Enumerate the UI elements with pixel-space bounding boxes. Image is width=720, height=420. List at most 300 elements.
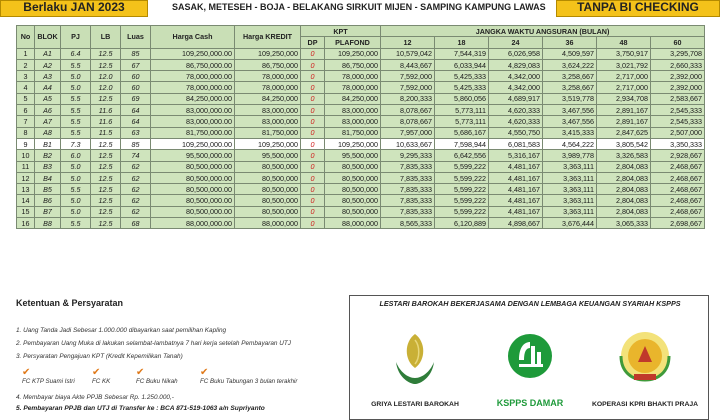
cell-harga-kredit: 78,000,000 — [235, 82, 301, 93]
cell-luas: 63 — [121, 127, 151, 138]
leaf-crescent-icon — [360, 316, 470, 394]
cell-no: 2 — [17, 59, 35, 70]
cell-harga-cash: 88,000,000.00 — [151, 218, 235, 229]
cell-installment: 2,804,083 — [597, 195, 651, 206]
cell-no: 9 — [17, 138, 35, 149]
cell-pj: 6.4 — [61, 48, 91, 59]
cell-no: 3 — [17, 71, 35, 82]
cell-plafond: 80,500,000 — [325, 161, 381, 172]
cell-lb: 12.0 — [91, 71, 121, 82]
cell-harga-cash: 80,500,000.00 — [151, 184, 235, 195]
cell-installment: 2,891,167 — [597, 116, 651, 127]
cell-installment: 5,599,222 — [435, 172, 489, 183]
cell-dp: 0 — [301, 71, 325, 82]
cell-pj: 5.5 — [61, 105, 91, 116]
cell-luas: 67 — [121, 59, 151, 70]
checkmark-icon: ✔ — [22, 367, 31, 378]
cell-installment: 4,481,167 — [489, 206, 543, 217]
cell-plafond: 88,000,000 — [325, 218, 381, 229]
terms-title: Ketentuan & Persyaratan — [16, 298, 124, 308]
top-banner — [0, 0, 720, 22]
cell-plafond: 80,500,000 — [325, 195, 381, 206]
cell-installment: 7,544,319 — [435, 48, 489, 59]
cell-installment: 2,583,667 — [651, 93, 705, 104]
cell-plafond: 80,500,000 — [325, 184, 381, 195]
price-table — [16, 25, 705, 229]
table-row — [17, 59, 705, 70]
cell-pj: 5.0 — [61, 172, 91, 183]
validity-tag: Berlaku JAN 2023 — [0, 0, 148, 17]
cell-installment: 2,698,667 — [651, 218, 705, 229]
cell-pj: 5.5 — [61, 127, 91, 138]
cell-installment: 3,363,111 — [543, 184, 597, 195]
cell-installment: 2,545,333 — [651, 116, 705, 127]
cell-installment: 3,065,333 — [597, 218, 651, 229]
cell-pj: 5.5 — [61, 184, 91, 195]
cell-installment: 7,835,333 — [381, 195, 435, 206]
partner-box — [349, 295, 709, 420]
cell-installment: 2,804,083 — [597, 172, 651, 183]
header-lb: LB — [91, 26, 121, 49]
check-item-ktp: ✔ FC KTP Suami Istri — [22, 367, 75, 385]
cell-harga-kredit: 86,750,000 — [235, 59, 301, 70]
cell-harga-cash: 84,250,000.00 — [151, 93, 235, 104]
no-bi-checking-tag: TANPA BI CHECKING — [556, 0, 720, 17]
table-row — [17, 71, 705, 82]
logo-name-griya: GRIYA LESTARI BAROKAH — [371, 401, 459, 408]
check-item-buku-tabungan: ✔ FC Buku Tabungan 3 bulan terakhir — [200, 367, 298, 385]
cell-installment: 7,598,944 — [435, 138, 489, 149]
cell-lb: 12.5 — [91, 172, 121, 183]
cell-no: 4 — [17, 82, 35, 93]
header-kpt: KPT — [301, 26, 381, 37]
cell-installment: 7,592,000 — [381, 82, 435, 93]
cell-lb: 11.5 — [91, 127, 121, 138]
cell-installment: 3,467,556 — [543, 105, 597, 116]
cell-plafond: 109,250,000 — [325, 48, 381, 59]
cell-blok: A4 — [35, 82, 61, 93]
cell-harga-kredit: 80,500,000 — [235, 206, 301, 217]
cell-installment: 3,363,111 — [543, 206, 597, 217]
cell-installment: 8,565,333 — [381, 218, 435, 229]
cell-installment: 3,363,111 — [543, 172, 597, 183]
cell-installment: 4,342,000 — [489, 82, 543, 93]
cell-installment: 10,633,667 — [381, 138, 435, 149]
table-header-row-1 — [17, 26, 705, 37]
cell-plafond: 80,500,000 — [325, 206, 381, 217]
partner-title: LESTARI BAROKAH BEKERJASAMA DENGAN LEMBAGA KEUANGAN SYARIAH KSPPS — [379, 299, 681, 308]
term-item-2: 2. Pembayaran Uang Muka di lakukan selambat-lambatnya 7 hari kerja setelah Pembayaran UTJ — [16, 340, 291, 347]
cell-installment: 6,642,556 — [435, 150, 489, 161]
cell-luas: 64 — [121, 105, 151, 116]
cell-harga-kredit: 84,250,000 — [235, 93, 301, 104]
cell-lb: 12.0 — [91, 82, 121, 93]
cell-plafond: 78,000,000 — [325, 82, 381, 93]
cell-dp: 0 — [301, 206, 325, 217]
cell-lb: 12.5 — [91, 93, 121, 104]
cell-dp: 0 — [301, 138, 325, 149]
cell-installment: 3,989,778 — [543, 150, 597, 161]
cell-plafond: 95,500,000 — [325, 150, 381, 161]
table-row — [17, 195, 705, 206]
cell-no: 5 — [17, 93, 35, 104]
cell-lb: 11.6 — [91, 116, 121, 127]
cell-installment: 10,579,042 — [381, 48, 435, 59]
cell-luas: 69 — [121, 93, 151, 104]
cell-installment: 5,425,333 — [435, 82, 489, 93]
cell-dp: 0 — [301, 93, 325, 104]
cell-installment: 3,415,333 — [543, 127, 597, 138]
cell-installment: 2,468,667 — [651, 206, 705, 217]
cell-installment: 3,519,778 — [543, 93, 597, 104]
cell-no: 8 — [17, 127, 35, 138]
cell-dp: 0 — [301, 127, 325, 138]
cell-harga-kredit: 95,500,000 — [235, 150, 301, 161]
cell-installment: 2,804,083 — [597, 184, 651, 195]
cell-blok: B2 — [35, 150, 61, 161]
cell-installment: 5,599,222 — [435, 195, 489, 206]
cell-installment: 3,295,708 — [651, 48, 705, 59]
cell-pj: 5.5 — [61, 218, 91, 229]
cell-lb: 12.5 — [91, 184, 121, 195]
table-row — [17, 184, 705, 195]
cell-installment: 6,120,889 — [435, 218, 489, 229]
cell-dp: 0 — [301, 218, 325, 229]
cell-installment: 8,078,667 — [381, 116, 435, 127]
cell-installment: 7,835,333 — [381, 161, 435, 172]
cell-installment: 2,804,083 — [597, 161, 651, 172]
kpri-emblem-icon — [590, 316, 700, 394]
cell-installment: 4,620,333 — [489, 105, 543, 116]
table-row — [17, 218, 705, 229]
cell-harga-cash: 109,250,000.00 — [151, 48, 235, 59]
cell-installment: 2,717,000 — [597, 71, 651, 82]
cell-luas: 62 — [121, 172, 151, 183]
cell-lb: 12.5 — [91, 218, 121, 229]
table-row — [17, 127, 705, 138]
cell-harga-kredit: 88,000,000 — [235, 218, 301, 229]
header-month-48: 48 — [597, 37, 651, 48]
header-harga-kredit: Harga KREDIT — [235, 26, 301, 49]
cell-installment: 3,750,917 — [597, 48, 651, 59]
cell-pj: 5.0 — [61, 71, 91, 82]
cell-installment: 3,363,111 — [543, 161, 597, 172]
cell-harga-cash: 80,500,000.00 — [151, 161, 235, 172]
cell-dp: 0 — [301, 184, 325, 195]
term-item-1: 1. Uang Tanda Jadi Sebesar 1.000.000 dibayarkan saat pemilihan Kapling — [16, 327, 227, 334]
cell-blok: B8 — [35, 218, 61, 229]
table-row — [17, 105, 705, 116]
cell-installment: 2,717,000 — [597, 82, 651, 93]
header-month-60: 60 — [651, 37, 705, 48]
cell-installment: 2,545,333 — [651, 105, 705, 116]
cell-installment: 5,425,333 — [435, 71, 489, 82]
cell-dp: 0 — [301, 116, 325, 127]
cell-dp: 0 — [301, 172, 325, 183]
header-dp: DP — [301, 37, 325, 48]
cell-pj: 5.0 — [61, 82, 91, 93]
cell-no: 14 — [17, 195, 35, 206]
cell-installment: 7,835,333 — [381, 184, 435, 195]
location-text: SASAK, METESEH - BOJA - BELAKANG SIRKUIT MIJEN - SAMPING KAMPUNG LAWAS — [172, 2, 546, 12]
logo-griya-lestari-barokah — [360, 316, 470, 416]
cell-installment: 8,200,333 — [381, 93, 435, 104]
cell-installment: 2,507,000 — [651, 127, 705, 138]
header-blok: BLOK — [35, 26, 61, 49]
check-item-kk: ✔ FC KK — [92, 367, 111, 385]
table-row — [17, 116, 705, 127]
cell-harga-kredit: 80,500,000 — [235, 184, 301, 195]
cell-pj: 5.5 — [61, 116, 91, 127]
cell-installment: 4,481,167 — [489, 195, 543, 206]
cell-harga-cash: 83,000,000.00 — [151, 116, 235, 127]
cell-lb: 12.5 — [91, 138, 121, 149]
cell-installment: 4,898,667 — [489, 218, 543, 229]
cell-pj: 5.5 — [61, 59, 91, 70]
table-row — [17, 48, 705, 59]
cell-luas: 60 — [121, 82, 151, 93]
cell-blok: B3 — [35, 161, 61, 172]
cell-installment: 3,467,556 — [543, 116, 597, 127]
cell-installment: 3,021,792 — [597, 59, 651, 70]
cell-harga-cash: 78,000,000.00 — [151, 71, 235, 82]
table-row — [17, 93, 705, 104]
cell-installment: 2,891,167 — [597, 105, 651, 116]
cell-plafond: 78,000,000 — [325, 71, 381, 82]
cell-pj: 7.3 — [61, 138, 91, 149]
cell-luas: 62 — [121, 184, 151, 195]
cell-pj: 5.0 — [61, 161, 91, 172]
cell-installment: 7,835,333 — [381, 172, 435, 183]
cell-installment: 4,481,167 — [489, 161, 543, 172]
cell-installment: 5,773,111 — [435, 105, 489, 116]
cell-luas: 85 — [121, 138, 151, 149]
logo-name-damar: KSPPS DAMAR — [496, 398, 564, 408]
cell-installment: 6,081,583 — [489, 138, 543, 149]
header-harga-cash: Harga Cash — [151, 26, 235, 49]
cell-plafond: 109,250,000 — [325, 138, 381, 149]
header-month-12: 12 — [381, 37, 435, 48]
cell-installment: 7,957,000 — [381, 127, 435, 138]
checkmark-icon: ✔ — [200, 367, 209, 378]
cell-no: 1 — [17, 48, 35, 59]
cell-blok: B1 — [35, 138, 61, 149]
cell-pj: 6.0 — [61, 150, 91, 161]
cell-blok: B5 — [35, 184, 61, 195]
cell-installment: 5,599,222 — [435, 206, 489, 217]
cell-plafond: 83,000,000 — [325, 105, 381, 116]
check-item-buku-nikah: ✔ FC Buku Nikah — [136, 367, 178, 385]
table-body — [17, 48, 705, 229]
logo-name-kpri: KOPERASI KPRI BHAKTI PRAJA — [591, 401, 699, 408]
cell-harga-cash: 81,750,000.00 — [151, 127, 235, 138]
cell-installment: 3,676,444 — [543, 218, 597, 229]
cell-lb: 12.5 — [91, 161, 121, 172]
cell-harga-kredit: 109,250,000 — [235, 138, 301, 149]
cell-harga-kredit: 80,500,000 — [235, 195, 301, 206]
cell-harga-cash: 78,000,000.00 — [151, 82, 235, 93]
cell-installment: 3,350,333 — [651, 138, 705, 149]
cell-no: 12 — [17, 172, 35, 183]
cell-no: 10 — [17, 150, 35, 161]
header-luas: Luas — [121, 26, 151, 49]
header-month-18: 18 — [435, 37, 489, 48]
cell-pj: 5.5 — [61, 93, 91, 104]
cell-installment: 5,773,111 — [435, 116, 489, 127]
cell-installment: 2,392,000 — [651, 82, 705, 93]
cell-lb: 12.5 — [91, 48, 121, 59]
cell-lb: 11.6 — [91, 105, 121, 116]
cell-blok: A3 — [35, 71, 61, 82]
cell-installment: 3,258,667 — [543, 82, 597, 93]
cell-no: 11 — [17, 161, 35, 172]
table-row — [17, 82, 705, 93]
cell-installment: 2,928,667 — [651, 150, 705, 161]
cell-harga-kredit: 81,750,000 — [235, 127, 301, 138]
cell-installment: 5,599,222 — [435, 184, 489, 195]
logo-kpri-bhakti-praja — [590, 316, 700, 416]
cell-installment: 4,509,597 — [543, 48, 597, 59]
cell-installment: 3,805,542 — [597, 138, 651, 149]
cell-harga-kredit: 83,000,000 — [235, 116, 301, 127]
cell-installment: 6,026,958 — [489, 48, 543, 59]
cell-harga-cash: 95,500,000.00 — [151, 150, 235, 161]
cell-harga-cash: 86,750,000.00 — [151, 59, 235, 70]
table-row — [17, 161, 705, 172]
cell-harga-kredit: 109,250,000 — [235, 48, 301, 59]
cell-lb: 12.5 — [91, 206, 121, 217]
cell-blok: B6 — [35, 195, 61, 206]
term-item-3: 3. Persyaratan Pengajuan KPT (Kredit Kepemilikan Tanah) — [16, 353, 183, 360]
cell-blok: B7 — [35, 206, 61, 217]
cell-installment: 5,316,167 — [489, 150, 543, 161]
cell-installment: 2,804,083 — [597, 206, 651, 217]
checkmark-icon: ✔ — [136, 367, 145, 378]
table-row — [17, 150, 705, 161]
cell-dp: 0 — [301, 150, 325, 161]
cell-dp: 0 — [301, 161, 325, 172]
cell-harga-kredit: 83,000,000 — [235, 105, 301, 116]
cell-lb: 12.5 — [91, 195, 121, 206]
cell-installment: 2,468,667 — [651, 172, 705, 183]
cell-dp: 0 — [301, 82, 325, 93]
cell-blok: A1 — [35, 48, 61, 59]
table-row — [17, 172, 705, 183]
cell-harga-cash: 80,500,000.00 — [151, 172, 235, 183]
cell-installment: 8,078,667 — [381, 105, 435, 116]
cell-installment: 2,934,708 — [597, 93, 651, 104]
cell-installment: 4,564,222 — [543, 138, 597, 149]
header-jangka-waktu: JANGKA WAKTU ANGSURAN (BULAN) — [381, 26, 705, 37]
cell-installment: 3,326,583 — [597, 150, 651, 161]
cell-harga-cash: 80,500,000.00 — [151, 195, 235, 206]
cell-blok: A6 — [35, 105, 61, 116]
cell-harga-kredit: 78,000,000 — [235, 71, 301, 82]
table-row — [17, 138, 705, 149]
cell-no: 13 — [17, 184, 35, 195]
cell-installment: 4,689,917 — [489, 93, 543, 104]
requirement-checklist — [16, 368, 346, 390]
cell-installment: 7,835,333 — [381, 206, 435, 217]
cell-installment: 4,481,167 — [489, 184, 543, 195]
cell-blok: A5 — [35, 93, 61, 104]
cell-plafond: 81,750,000 — [325, 127, 381, 138]
term-item-5: 5. Pembayaran PPJB dan UTJ di Transfer ke : BCA 871-519-1063 a/n Supriyanto — [16, 405, 265, 412]
cell-installment: 9,295,333 — [381, 150, 435, 161]
cell-pj: 5.0 — [61, 195, 91, 206]
cell-luas: 62 — [121, 195, 151, 206]
price-table-wrapper — [16, 25, 704, 229]
cell-harga-kredit: 80,500,000 — [235, 172, 301, 183]
cell-plafond: 86,750,000 — [325, 59, 381, 70]
cell-dp: 0 — [301, 48, 325, 59]
cell-installment: 5,860,056 — [435, 93, 489, 104]
cell-luas: 64 — [121, 116, 151, 127]
header-no: No — [17, 26, 35, 49]
cell-luas: 85 — [121, 48, 151, 59]
header-month-24: 24 — [489, 37, 543, 48]
cell-plafond: 83,000,000 — [325, 116, 381, 127]
cell-installment: 4,550,750 — [489, 127, 543, 138]
cell-no: 7 — [17, 116, 35, 127]
cell-blok: A8 — [35, 127, 61, 138]
cell-luas: 62 — [121, 161, 151, 172]
cell-blok: A7 — [35, 116, 61, 127]
cell-installment: 2,392,000 — [651, 71, 705, 82]
cell-luas: 60 — [121, 71, 151, 82]
cell-installment: 6,033,944 — [435, 59, 489, 70]
cell-plafond: 80,500,000 — [325, 172, 381, 183]
cell-installment: 2,468,667 — [651, 195, 705, 206]
cell-installment: 7,592,000 — [381, 71, 435, 82]
table-row — [17, 206, 705, 217]
cell-installment: 5,599,222 — [435, 161, 489, 172]
terms-list — [16, 324, 346, 363]
cell-installment: 4,829,083 — [489, 59, 543, 70]
cell-installment: 2,847,625 — [597, 127, 651, 138]
cell-installment: 2,660,333 — [651, 59, 705, 70]
header-plafond: PLAFOND — [325, 37, 381, 48]
cell-harga-cash: 80,500,000.00 — [151, 206, 235, 217]
cell-lb: 12.5 — [91, 150, 121, 161]
cell-harga-kredit: 80,500,000 — [235, 161, 301, 172]
cell-lb: 12.5 — [91, 59, 121, 70]
header-month-36: 36 — [543, 37, 597, 48]
cell-installment: 4,342,000 — [489, 71, 543, 82]
logo-kspps-damar — [475, 316, 585, 416]
header-pj: PJ — [61, 26, 91, 49]
cell-installment: 2,468,667 — [651, 161, 705, 172]
cell-blok: A2 — [35, 59, 61, 70]
checkmark-icon: ✔ — [92, 367, 101, 378]
cell-no: 16 — [17, 218, 35, 229]
cell-pj: 5.0 — [61, 206, 91, 217]
cell-no: 6 — [17, 105, 35, 116]
term-item-4: 4. Membayar biaya Akte PPJB Sebesar Rp. 1.250.000,- — [16, 394, 174, 401]
cell-no: 15 — [17, 206, 35, 217]
cell-dp: 0 — [301, 195, 325, 206]
cell-luas: 62 — [121, 206, 151, 217]
cell-installment: 3,624,222 — [543, 59, 597, 70]
cell-installment: 8,443,667 — [381, 59, 435, 70]
cell-installment: 5,686,167 — [435, 127, 489, 138]
cell-luas: 74 — [121, 150, 151, 161]
cell-harga-cash: 83,000,000.00 — [151, 105, 235, 116]
cell-installment: 4,481,167 — [489, 172, 543, 183]
cell-plafond: 84,250,000 — [325, 93, 381, 104]
cell-installment: 3,258,667 — [543, 71, 597, 82]
kspps-damar-icon — [475, 316, 585, 394]
